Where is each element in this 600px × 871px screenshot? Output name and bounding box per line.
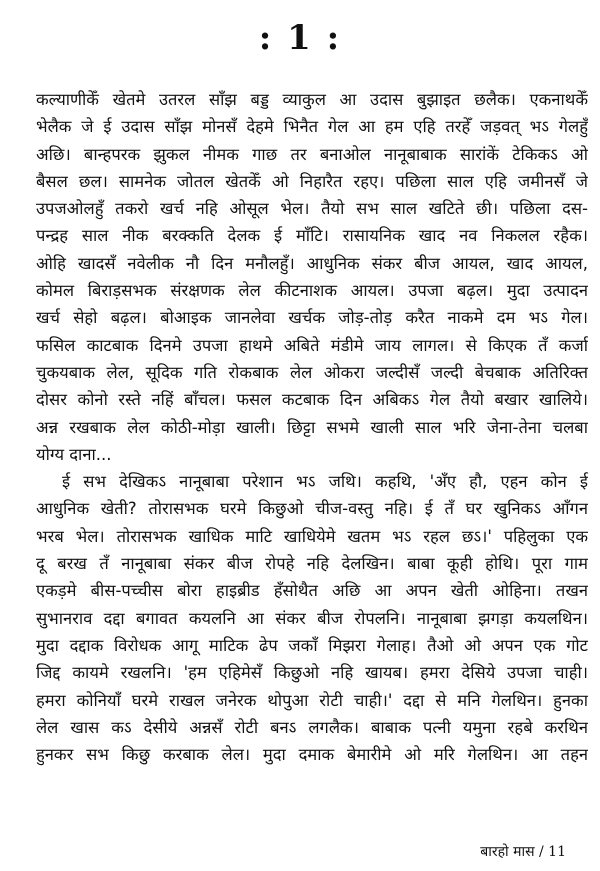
text-line: हुनकर सभ किछु करबाक लेल। मुदा दमाक बेमारीमे ओ मरि गेलथिन। आ तहन bbox=[36, 745, 588, 765]
text-line: मुदा दद्दाक विरोधक आगू माटिक ढेप जकाँ मिझरा गेलाह। तैओ ओ अपन एक गोट bbox=[36, 635, 588, 655]
paragraph-1 bbox=[36, 86, 588, 468]
text-line: चुकयबाक लेल, सूदिक गति रोकबाक लेल ओकरा जल्दीसँ जल्दी बेचबाक अतिरिक्त bbox=[36, 362, 588, 382]
text-line: एकड़मे बीस-पच्चीस बोरा हाइब्रीड हँसोथैत अछि आ अपन खेती ओहिना। तखन bbox=[36, 581, 588, 601]
paragraph-2 bbox=[36, 468, 588, 768]
text-line: दोसर कोनो रस्ते नहिं बाँचल। फसल कटबाक दिन अबिकऽ गेल तैयो बखार खालिये। bbox=[36, 390, 588, 410]
text-line: ई सभ देखिकऽ नानूबाबा परेशान भऽ जथि। कहथि, 'अँए हौ, एहन कोन ई bbox=[62, 472, 588, 492]
body-text bbox=[36, 86, 588, 768]
text-line: जिद्द कायमे रखलनि। 'हम एहिमेसँ किछुओ नहि खायब। हमरा देसिये उपजा चाही। bbox=[36, 663, 588, 683]
text-line: योग्य दाना... bbox=[36, 444, 112, 464]
text-line: पन्द्रह साल नीक बरक्कति देलक ई माँटि। रासायनिक खाद नव निकलल रहैक। bbox=[36, 226, 588, 246]
text-line: लेल खास कऽ देसीये अन्नसँ रोटी बनऽ लगलैक। बाबाक पत्नी यमुना रहबे करथिन bbox=[36, 717, 588, 737]
text-line: अन्न रखबाक लेल कोठी-मोड़ा खाली। छिट्टा सभमे खाली साल भरि जेना-तेना चलबा bbox=[36, 417, 588, 437]
text-line: भेलैक जे ई उदास साँझ मोनसँ देहमे भिनैत गेल आ हम एहि तरहेँ जड़वत् भऽ गेलहुँ bbox=[36, 117, 588, 137]
text-line: ओहि खादसँ नवेलीक नौ दिन मनौलहुँ। आधुनिक संकर बीज आयल, खाद आयल, bbox=[36, 253, 588, 273]
text-line: उपजओलहुँ तकरो खर्च नहि ओसूल भेल। तैयो सभ साल खटिते छी। पछिला दस- bbox=[36, 199, 588, 219]
text-line: अछि। बान्हपरक झुकल नीमक गाछ तर बनाओल नानूबाबाक सारांकें टेकिकऽ ओ bbox=[36, 144, 588, 164]
text-line: कल्याणीकेँ खेतमे उतरल साँझ बड्ड व्याकुल आ उदास बुझाइत छलैक। एकनाथकेँ bbox=[36, 90, 588, 109]
chapter-number: : 1 : bbox=[258, 18, 342, 58]
text-line: बैसल छल। सामनेक जोतल खेतकेँ ओ निहारैत रहए। पछिला साल एहि जमीनसँ जे bbox=[36, 171, 588, 191]
text-line: कोमल बिराड़सभक संरक्षणक लेल कीटनाशक आयल। उपजा बढ़ल। मुदा उत्पादन bbox=[36, 281, 588, 301]
text-line: भरब भेल। तोरासभक खाधिक माटि खाधियेमे खतम भऽ रहल छऽ।' पहिलुका एक bbox=[36, 526, 588, 546]
page-footer: बारहो मास / 11 bbox=[480, 844, 566, 860]
text-line: सुभानराव दद्दा बगावत कयलनि आ संकर बीज रोपलनि। नानूबाबा झगड़ा कयलथिन। bbox=[36, 608, 588, 628]
text-line: हमरा कोनियाँ घरमे राखल जनेरक थोपुआ रोटी चाही।' दद्दा से मनि गेलथिन। हुनका bbox=[36, 690, 588, 710]
text-line: फसिल काटबाक दिनमे उपजा हाथमे अबिते मंडीमे जाय लागल। से किएक तँ कर्जा bbox=[36, 335, 588, 355]
text-line: आधुनिक खेती? तोरासभक घरमे किछुओ चीज-वस्तु नहि। ई तँ घर खुनिकऽ आँगन bbox=[36, 499, 588, 519]
text-line: दू बरख तँ नानूबाबा संकर बीज रोपहे नहि देलखिन। बाबा कूही होथि। पूरा गाम bbox=[36, 554, 588, 574]
text-line: खर्च सेहो बढ़ल। बोआइक जानलेवा खर्चक जोड़-तोड़ करैत नाकमे दम भऽ गेल। bbox=[36, 308, 588, 328]
